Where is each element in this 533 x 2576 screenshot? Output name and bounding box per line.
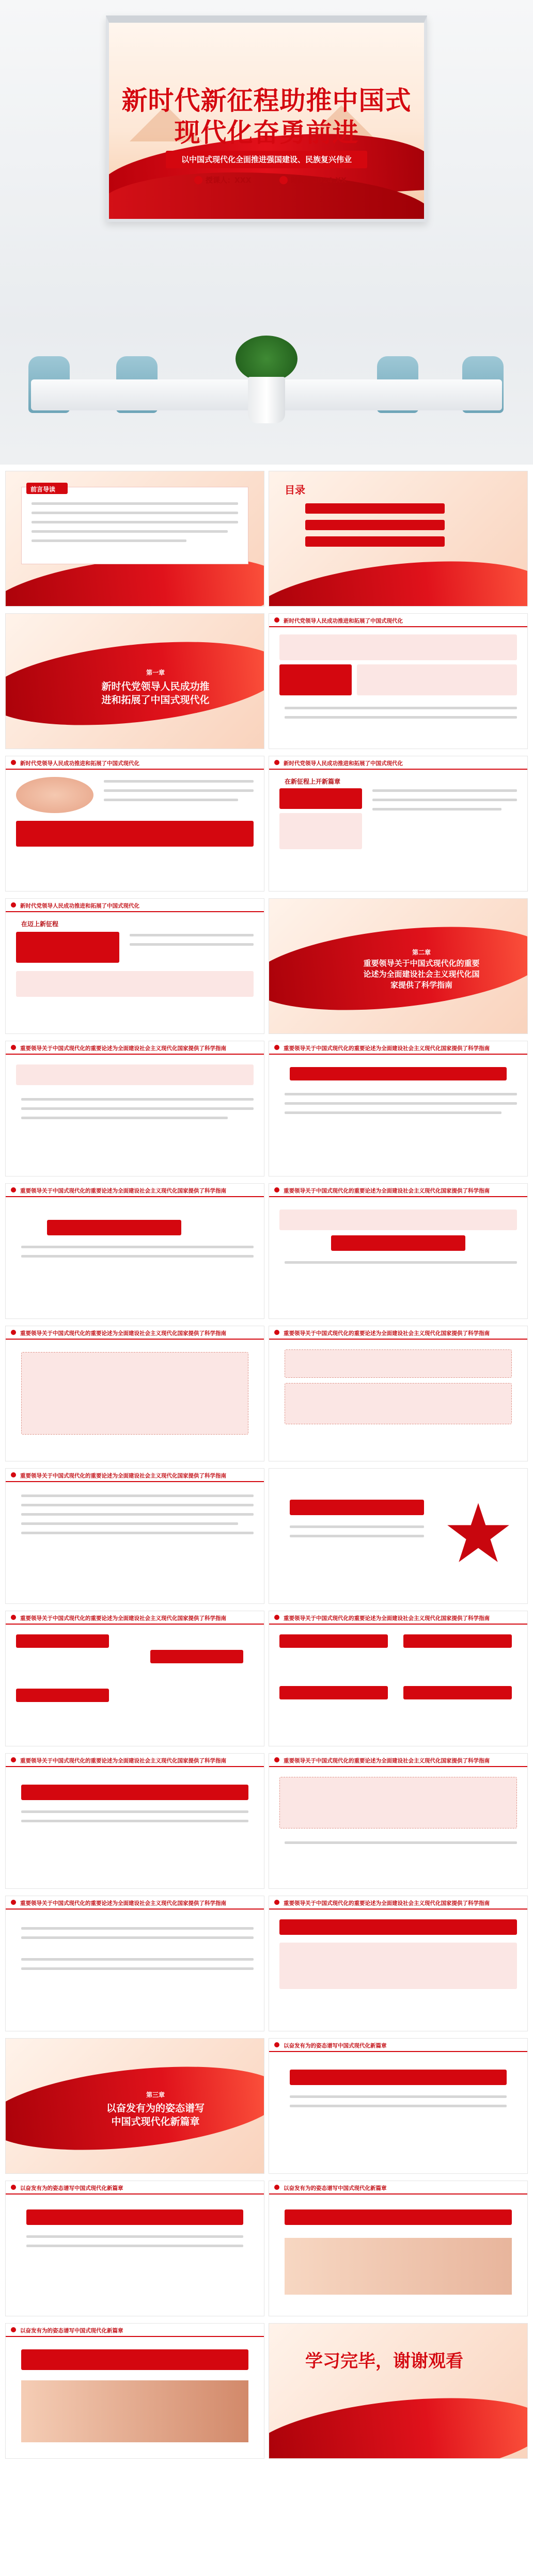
photo-placeholder bbox=[21, 2380, 248, 2442]
slide-header: 重要领导关于中国式现代化的重要论述为全面建设社会主义现代化国家提供了科学指南 bbox=[269, 1326, 527, 1340]
slide-header: 重要领导关于中国式现代化的重要论述为全面建设社会主义现代化国家提供了科学指南 bbox=[6, 1754, 264, 1767]
red-box bbox=[16, 932, 119, 963]
slide-header: 新时代党领导人民成功推进和拓展了中国式现代化 bbox=[6, 756, 264, 770]
slide-header: 重要领导关于中国式现代化的重要论述为全面建设社会主义现代化国家提供了科学指南 bbox=[6, 1896, 264, 1910]
preface-title: 前言导读 bbox=[30, 486, 56, 493]
text-line bbox=[372, 808, 501, 810]
red-box bbox=[331, 1235, 465, 1251]
toc-item bbox=[305, 536, 445, 547]
text-line bbox=[32, 530, 228, 533]
user-icon bbox=[194, 176, 202, 184]
red-box bbox=[290, 2070, 507, 2085]
text-line bbox=[21, 1504, 254, 1506]
text-line bbox=[21, 1927, 254, 1930]
chapter-label: 第一章 bbox=[146, 669, 165, 676]
red-box bbox=[403, 1634, 512, 1648]
toc-item bbox=[305, 520, 445, 530]
text-line bbox=[21, 1522, 238, 1525]
slide-ch2-content-3 bbox=[5, 1183, 264, 1319]
highlight-box bbox=[21, 1352, 248, 1435]
highlight-box bbox=[279, 1943, 517, 1989]
slide-header: 重要领导关于中国式现代化的重要论述为全面建设社会主义现代化国家提供了科学指南 bbox=[269, 1611, 527, 1625]
text-line bbox=[21, 1513, 254, 1516]
text-line bbox=[130, 934, 254, 936]
slide-ch1-content bbox=[269, 613, 528, 749]
hero-title: 新时代新征程助推中国式 现代化奋勇前进 bbox=[121, 85, 412, 148]
text-line bbox=[130, 943, 254, 946]
slide-ch1-content-4 bbox=[5, 898, 264, 1034]
slide-ch2-content-11 bbox=[5, 1753, 264, 1889]
text-line bbox=[104, 780, 254, 783]
slide-header: 以奋发有为的姿态谱写中国式现代化新篇章 bbox=[6, 2181, 264, 2195]
slide-ch2-content-6 bbox=[269, 1326, 528, 1461]
text-line bbox=[290, 1535, 424, 1537]
text-line bbox=[26, 2235, 243, 2238]
slide-header: 重要领导关于中国式现代化的重要论述为全面建设社会主义现代化国家提供了科学指南 bbox=[6, 1184, 264, 1197]
text-line bbox=[285, 1841, 517, 1844]
text-line bbox=[21, 1936, 254, 1939]
chapter-title: 重要领导关于中国式现代化的重要 论述为全面建设社会主义现代化国 家提供了科学指南 bbox=[363, 959, 480, 990]
red-box bbox=[16, 1689, 109, 1702]
slide-ch3-content-3 bbox=[269, 2181, 528, 2316]
red-box bbox=[21, 1785, 248, 1800]
text-line bbox=[21, 1107, 254, 1110]
text-line bbox=[285, 1102, 517, 1105]
slide-header: 重要领导关于中国式现代化的重要论述为全面建设社会主义现代化国家提供了科学指南 bbox=[6, 1469, 264, 1482]
text-line bbox=[290, 2095, 507, 2098]
text-line bbox=[285, 707, 517, 709]
red-box bbox=[279, 1919, 517, 1935]
highlight-box bbox=[279, 634, 517, 660]
slide-header: 重要领导关于中国式现代化的重要论述为全面建设社会主义现代化国家提供了科学指南 bbox=[269, 1754, 527, 1767]
slide-header: 新时代党领导人民成功推进和拓展了中国式现代化 bbox=[269, 614, 527, 627]
highlight-box bbox=[279, 813, 362, 849]
highlight-box bbox=[285, 1383, 512, 1424]
slide-chapter-2 bbox=[269, 898, 528, 1034]
chapter-label: 第二章 bbox=[412, 949, 431, 956]
preface-panel bbox=[21, 487, 248, 564]
slide-ch1-content-3 bbox=[269, 756, 528, 892]
text-line bbox=[290, 1525, 424, 1528]
slide-header: 以奋发有为的姿态谱写中国式现代化新篇章 bbox=[6, 2324, 264, 2337]
toc-title: 目录 bbox=[285, 484, 305, 496]
slide-header: 重要领导关于中国式现代化的重要论述为全面建设社会主义现代化国家提供了科学指南 bbox=[269, 1184, 527, 1197]
highlight-box bbox=[16, 971, 254, 997]
slide-ch2-content-8 bbox=[269, 1468, 528, 1604]
chapter-title: 新时代党领导人民成功推 进和拓展了中国式现代化 bbox=[101, 681, 210, 706]
text-line bbox=[21, 1494, 254, 1497]
time-meta bbox=[279, 175, 347, 185]
red-box bbox=[285, 2209, 512, 2225]
slide-ch3-content-1 bbox=[269, 2038, 528, 2174]
text-line bbox=[285, 716, 517, 719]
text-line bbox=[32, 539, 186, 542]
photo-placeholder bbox=[16, 777, 93, 813]
section-subtitle: 在新征程上开新篇章 bbox=[285, 778, 341, 785]
slide-ch2-content-5 bbox=[5, 1326, 264, 1461]
highlight-box bbox=[279, 1777, 517, 1828]
section-subtitle: 在迈上新征程 bbox=[21, 920, 59, 928]
highlight-box bbox=[357, 664, 517, 695]
slide-ch2-content-9 bbox=[5, 1611, 264, 1746]
red-box bbox=[403, 1686, 512, 1699]
slide-ch2-content-2 bbox=[269, 1041, 528, 1176]
slide-ch2-content-4 bbox=[269, 1183, 528, 1319]
slide-header: 重要领导关于中国式现代化的重要论述为全面建设社会主义现代化国家提供了科学指南 bbox=[6, 1326, 264, 1340]
text-line bbox=[21, 1532, 254, 1534]
highlight-box bbox=[279, 1210, 517, 1230]
slide-toc bbox=[269, 471, 528, 607]
slide-header: 重要领导关于中国式现代化的重要论述为全面建设社会主义现代化国家提供了科学指南 bbox=[269, 1896, 527, 1910]
text-line bbox=[21, 1246, 254, 1248]
slide-header: 重要领导关于中国式现代化的重要论述为全面建设社会主义现代化国家提供了科学指南 bbox=[6, 1611, 264, 1625]
slide-ch3-content-4 bbox=[5, 2323, 264, 2459]
text-line bbox=[104, 789, 254, 792]
red-box bbox=[16, 821, 254, 847]
flower-pot bbox=[248, 377, 285, 423]
clock-icon bbox=[279, 176, 288, 184]
slide-ch1-content-2 bbox=[5, 756, 264, 892]
ending-title: 学习完毕，谢谢观看 bbox=[305, 2351, 463, 2372]
time-label: 时间：2024.XX bbox=[291, 177, 347, 185]
text-line bbox=[290, 2105, 507, 2107]
hero-showcase bbox=[0, 0, 533, 465]
text-line bbox=[21, 1098, 254, 1101]
text-line bbox=[21, 1820, 248, 1822]
projector-screen bbox=[106, 15, 427, 222]
slide-ending bbox=[269, 2323, 528, 2459]
slide-header: 以奋发有为的姿态谱写中国式现代化新篇章 bbox=[269, 2181, 527, 2195]
highlight-box bbox=[16, 1064, 254, 1085]
red-box bbox=[16, 1634, 109, 1648]
red-ribbon-decoration bbox=[269, 2386, 528, 2459]
slide-header: 重要领导关于中国式现代化的重要论述为全面建设社会主义现代化国家提供了科学指南 bbox=[269, 1041, 527, 1055]
slide-preface bbox=[5, 471, 264, 607]
text-line bbox=[104, 799, 238, 801]
slide-header: 新时代党领导人民成功推进和拓展了中国式现代化 bbox=[269, 756, 527, 770]
red-box bbox=[150, 1650, 243, 1663]
speaker-meta bbox=[194, 175, 251, 185]
red-box bbox=[26, 2209, 243, 2225]
text-line bbox=[21, 1117, 228, 1119]
red-box bbox=[47, 1220, 181, 1235]
slide-ch2-content-14 bbox=[269, 1896, 528, 2031]
red-box bbox=[279, 1686, 388, 1699]
chapter-title: 以奋发有为的姿态谱写 中国式现代化新篇章 bbox=[106, 2103, 205, 2127]
text-line bbox=[372, 799, 517, 801]
text-line bbox=[21, 1810, 248, 1813]
text-line bbox=[21, 1967, 254, 1970]
photo-placeholder bbox=[285, 2238, 512, 2295]
red-box bbox=[290, 1067, 507, 1080]
chapter-label: 第三章 bbox=[146, 2091, 165, 2098]
toc-item bbox=[305, 503, 445, 514]
slide-header: 新时代党领导人民成功推进和拓展了中国式现代化 bbox=[6, 899, 264, 912]
red-box bbox=[290, 1500, 424, 1515]
plant-icon bbox=[236, 336, 297, 382]
red-box bbox=[279, 664, 352, 695]
text-line bbox=[26, 2245, 243, 2247]
red-box bbox=[279, 788, 362, 809]
slide-header: 重要领导关于中国式现代化的重要论述为全面建设社会主义现代化国家提供了科学指南 bbox=[6, 1041, 264, 1055]
text-line bbox=[21, 1958, 254, 1961]
slide-chapter-3 bbox=[5, 2038, 264, 2174]
red-box bbox=[279, 1634, 388, 1648]
slide-ch2-content-7 bbox=[5, 1468, 264, 1604]
slide-ch2-content-12 bbox=[269, 1753, 528, 1889]
text-line bbox=[285, 1111, 501, 1114]
text-line bbox=[285, 1261, 517, 1264]
slide-ch2-content-10 bbox=[269, 1611, 528, 1746]
hero-subtitle: 以中国式现代化全面推进强国建设、民族复兴伟业 bbox=[166, 151, 367, 168]
slide-header: 以奋发有为的姿态谱写中国式现代化新篇章 bbox=[269, 2039, 527, 2052]
slide-ch2-content-13 bbox=[5, 1896, 264, 2031]
text-line bbox=[21, 1255, 254, 1258]
slide-ch2-content-1 bbox=[5, 1041, 264, 1176]
red-ribbon-decoration bbox=[269, 549, 528, 607]
text-line bbox=[372, 789, 517, 792]
text-line bbox=[32, 502, 238, 505]
text-line bbox=[32, 521, 238, 523]
text-line bbox=[285, 1093, 517, 1095]
red-box bbox=[21, 2349, 248, 2370]
highlight-box bbox=[285, 1349, 512, 1378]
slide-ch3-content-2 bbox=[5, 2181, 264, 2316]
speaker-label: 授课人：XXX bbox=[206, 177, 252, 185]
text-line bbox=[32, 512, 238, 514]
slide-chapter-1 bbox=[5, 613, 264, 749]
star-icon bbox=[445, 1500, 512, 1567]
